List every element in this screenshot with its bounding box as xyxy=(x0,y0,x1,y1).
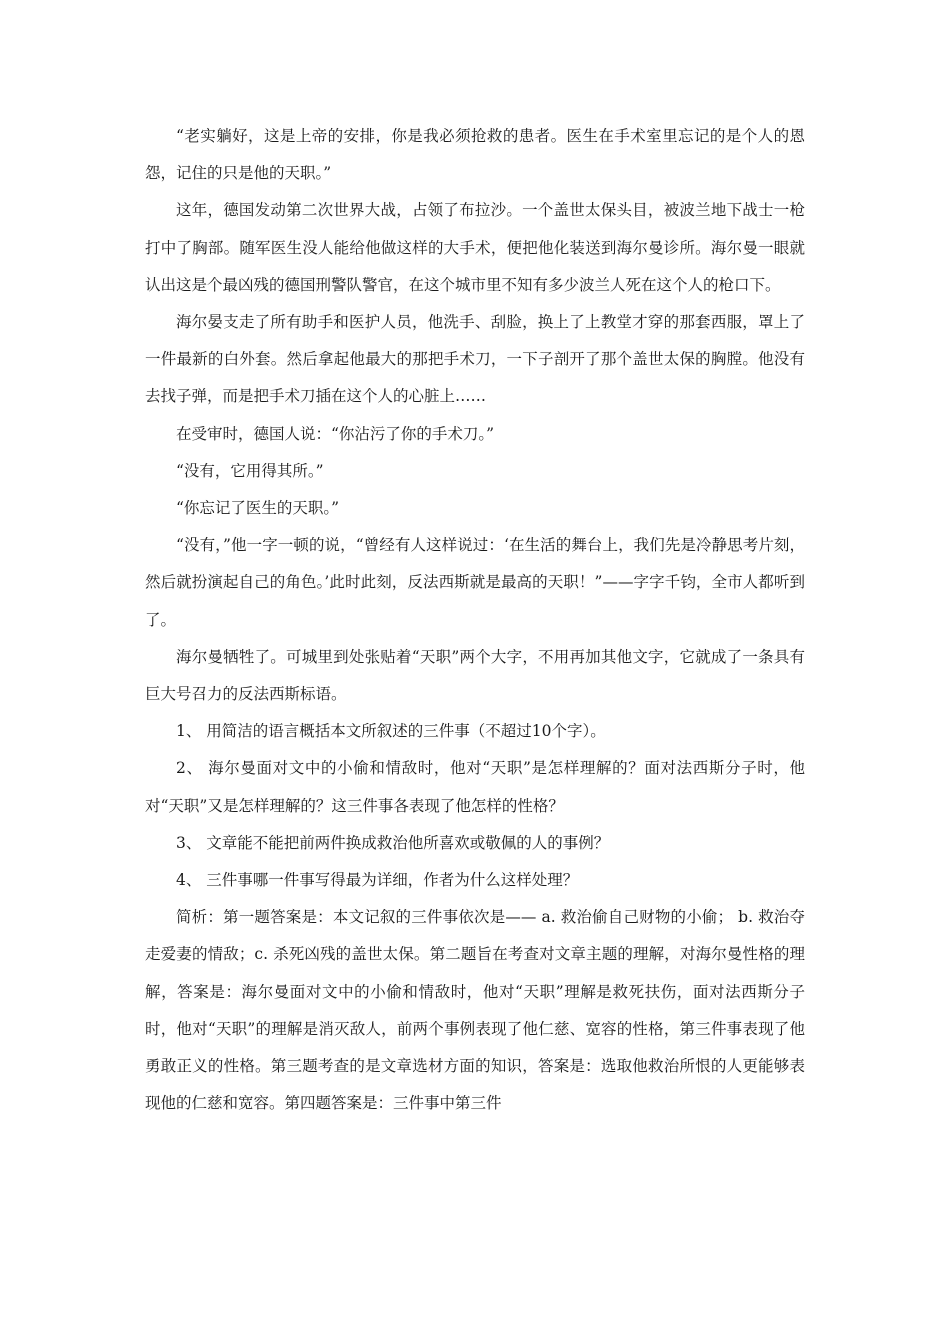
question-3: 3、 文章能不能把前两件换成救治他所喜欢或敬佩的人的事例？ xyxy=(176,833,610,852)
paragraph-trial: 在受审时，德国人说：“你沾污了你的手术刀。” xyxy=(176,424,495,443)
paragraph-surgery: 海尔晏支走了所有助手和医护人员，他洗手、刮脸，换上了上教堂才穿的那套西服，罩上了一件最新的白外套。然后拿起他最大的那把手术刀，一下子剖开了那个盖世太保的胸膛。他没有去找子弹，而是把手术刀插在这个人的心脏上…… xyxy=(145,313,805,406)
paragraph-war-gestapo: 这年，德国发动第二次世界大战，占领了布拉沙。一个盖世太保头目，被波兰地下战士一枪打中了胸部。随军医生没人能给他做这样的大手术，便把他化装送到海尔曼诊所。海尔曼一眼就认出这是个最凶残的德国刑警队警官，在这个城市里不知有多少波兰人死在这个人的枪口下。 xyxy=(145,201,805,294)
question-4: 4、 三件事哪一件事写得最为详细，作者为什么这样处理？ xyxy=(176,871,579,890)
paragraph-reply-2: “没有，”他一字一顿的说，“曾经有人这样说过：‘在生活的舞台上，我们先是冷静思考片刻，然后就扮演起自己的角色。’此时此刻，反法西斯就是最高的天职！”——字字千钧，全市人都听到了。 xyxy=(145,536,805,629)
document-body xyxy=(145,118,805,1122)
paragraph-accusation: “你忘记了医生的天职。” xyxy=(176,499,340,518)
paragraph-sacrifice: 海尔曼牺牲了。可城里到处张贴着“天职”两个大字，不用再加其他文字，它就成了一条具有巨大号召力的反法西斯标语。 xyxy=(145,647,805,704)
paragraph-reply-1: “没有，它用得其所。” xyxy=(176,461,324,480)
analysis-paragraph: 简析：第一题答案是：本文记叙的三件事依次是—— a. 救治偷自己财物的小偷； b. 救治夺走爱妻的情敌；c. 杀死凶残的盖世太保。第二题旨在考查对文章主题的理解，对海尔曼性格的理解，答案是：海尔曼面对文中的小偷和情敌时，他对“天职”理解是救死扶伤，面对法西斯分子时，他对“天职”的理解是消灭敌人，前两个事例表现了他仁慈、宽容的性格，第三件事表现了他勇敢正义的性格。第三题考查的是文章选材方面的知识，答案是：选取他救治所恨的人更能够表现他的仁慈和宽容。第四题答案是：三件事中第三件 xyxy=(145,908,805,1113)
question-1: 1、 用简洁的语言概括本文所叙述的三件事（不超过10个字）。 xyxy=(176,722,606,741)
question-2: 2、 海尔曼面对文中的小偷和情敌时，他对“天职”是怎样理解的？面对法西斯分子时，他对“天职”又是怎样理解的？这三件事各表现了他怎样的性格？ xyxy=(145,759,805,815)
paragraph-quote-doctor-duty: “老实躺好，这是上帝的安排，你是我必须抢救的患者。医生在手术室里忘记的是个人的恩怨，记住的只是他的天职。” xyxy=(145,127,805,183)
